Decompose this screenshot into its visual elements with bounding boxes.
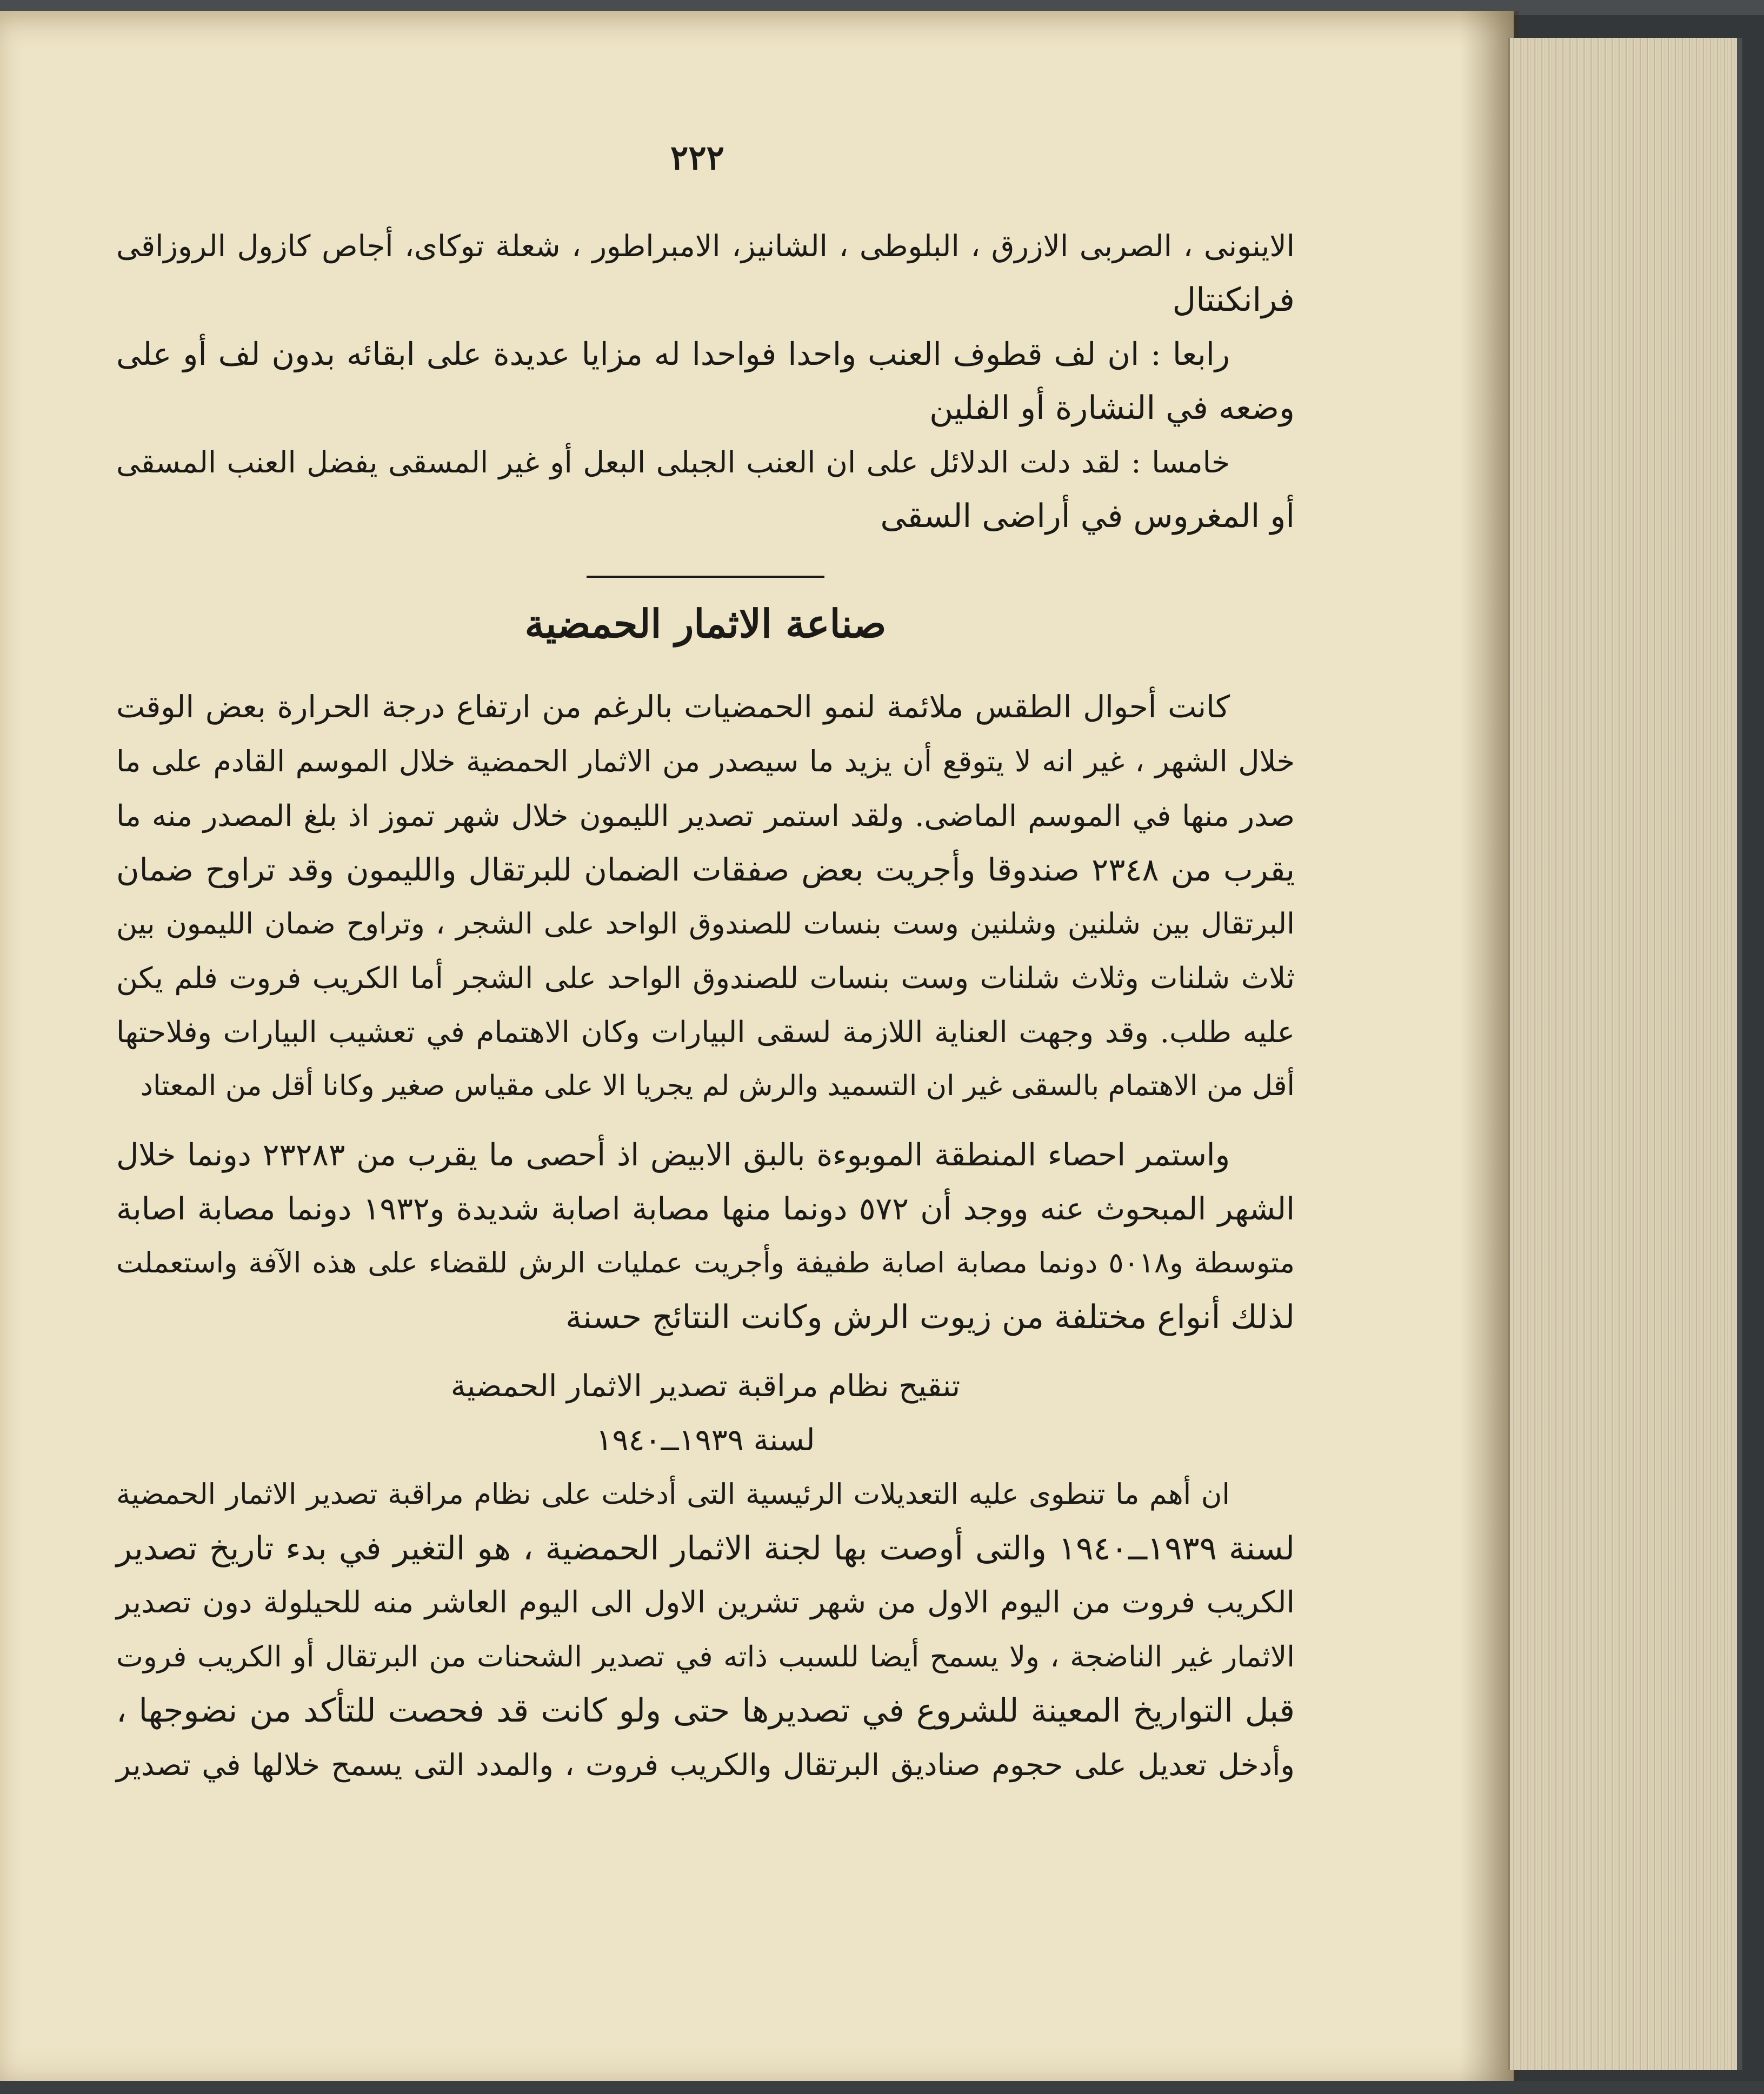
text-line: البرتقال بين شلنين وشلنين وست بنسات للصندوق الواحد على الشجر ، وتراوح ضمان الليمون بين (116, 906, 1295, 941)
text-line: ثلاث شلنات وثلاث شلنات وست بنسات للصندوق الواحد على الشجر أما الكريب فروت فلم يكن (116, 961, 1295, 995)
text-line: لسنة ١٩٣٩ــ١٩٤٠ والتى أوصت بها لجنة الاثمار الحمضية ، هو التغير في بدء تاريخ تصدير (116, 1530, 1295, 1568)
book-page-edges (1508, 38, 1742, 2070)
section-divider-rule (587, 576, 824, 578)
paragraph-whitefly-census (116, 1128, 1295, 1344)
book-cover-bottom-edge (0, 2081, 1764, 2094)
text-line: الكريب فروت من اليوم الاول من شهر تشرين الاول الى اليوم العاشر منه للحيلولة دون تصدير (116, 1585, 1295, 1620)
text-line: الاينونى ، الصربى الازرق ، البلوطى ، الشانيز، الامبراطور ، شعلة توكاى، أجاص كازول الروزاقى (116, 229, 1295, 263)
paragraph-weather (116, 681, 1295, 1113)
text-line: وأدخل تعديل على حجوم صناديق البرتقال والكريب فروت ، والمدد التى يسمح خلالها في تصدير (116, 1748, 1295, 1782)
text-line: الاثمار غير الناضجة ، ولا يسمح أيضا للسبب ذاته في تصدير الشحنات من البرتقال أو الكريب فروت (116, 1640, 1295, 1673)
point-four-paragraph (116, 327, 1295, 435)
text-line: لذلك أنواع مختلفة من زيوت الرش وكانت النتائج حسنة (565, 1298, 1295, 1336)
page-number: ٢٢٢ (670, 138, 724, 177)
text-line: عليه طلب. وقد وجهت العناية اللازمة لسقى البيارات وكان الاهتمام في تعشيب البيارات وفلاحتها (116, 1015, 1295, 1049)
intro-paragraph (116, 219, 1295, 327)
subsection-title: تنقيح نظام مراقبة تصدير الاثمار الحمضية (450, 1369, 961, 1404)
text-line: أقل من الاهتمام بالسقى غير ان التسميد والرش لم يجريا الا على مقياس صغير وكانا أقل من المعتاد (140, 1070, 1295, 1102)
section-title: صناعة الاثمار الحمضية (524, 601, 887, 646)
point-five-paragraph (116, 435, 1295, 543)
text-line: فرانكنتال (1172, 281, 1295, 319)
text-line: وضعه في النشارة أو الفلين (929, 389, 1295, 427)
text-line: واستمر احصاء المنطقة الموبوءة بالبق الابيض اذ أحصى ما يقرب من ٢٣٢٨٣ دونما خلال (116, 1137, 1230, 1173)
text-line: متوسطة و٥٠١٨ دونما مصابة اصابة طفيفة وأجريت عمليات الرش للقضاء على هذه الآفة واستعملت (116, 1246, 1295, 1279)
text-line: يقرب من ٢٣٤٨ صندوقا وأجريت بعض صفقات الضمان للبرتقال والليمون وقد تراوح ضمان (116, 851, 1295, 888)
text-line: صدر منها في الموسم الماضى. ولقد استمر تصدير الليمون خلال شهر تموز اذ بلغ المصدر منه ما (116, 798, 1295, 833)
subsection-year: لسنة ١٩٣٩ــ١٩٤٠ (596, 1423, 815, 1458)
text-line: خلال الشهر ، غير انه لا يتوقع أن يزيد ما سيصدر من الاثمار الحمضية خلال الموسم القادم على ما (116, 744, 1295, 778)
paragraph-export-regulation (116, 1468, 1295, 1792)
text-line: رابعا : ان لف قطوف العنب واحدا فواحدا له مزايا عديدة على ابقائه بدون لف أو على (116, 336, 1230, 372)
text-line: قبل التواريخ المعينة للشروع في تصديرها حتى ولو كانت قد فحصت للتأكد من نضوجها ، (116, 1692, 1295, 1730)
text-line: أو المغروس في أراضى السقى (880, 497, 1295, 535)
page-body (116, 135, 1295, 1792)
text-line: كانت أحوال الطقس ملائمة لنمو الحمضيات بالرغم من ارتفاع درجة الحرارة بعض الوقت (116, 690, 1230, 725)
text-line: الشهر المبحوث عنه ووجد أن ٥٧٢ دونما منها مصابة اصابة شديدة و١٩٣٢ دونما مصابة اصابة (116, 1191, 1295, 1227)
text-line: خامسا : لقد دلت الدلائل على ان العنب الجبلى البعل أو غير المسقى يفضل العنب المسقى (116, 445, 1230, 479)
text-line: ان أهم ما تنطوى عليه التعديلات الرئيسية التى أدخلت على نظام مراقبة تصدير الاثمار الحمضية (116, 1478, 1230, 1511)
